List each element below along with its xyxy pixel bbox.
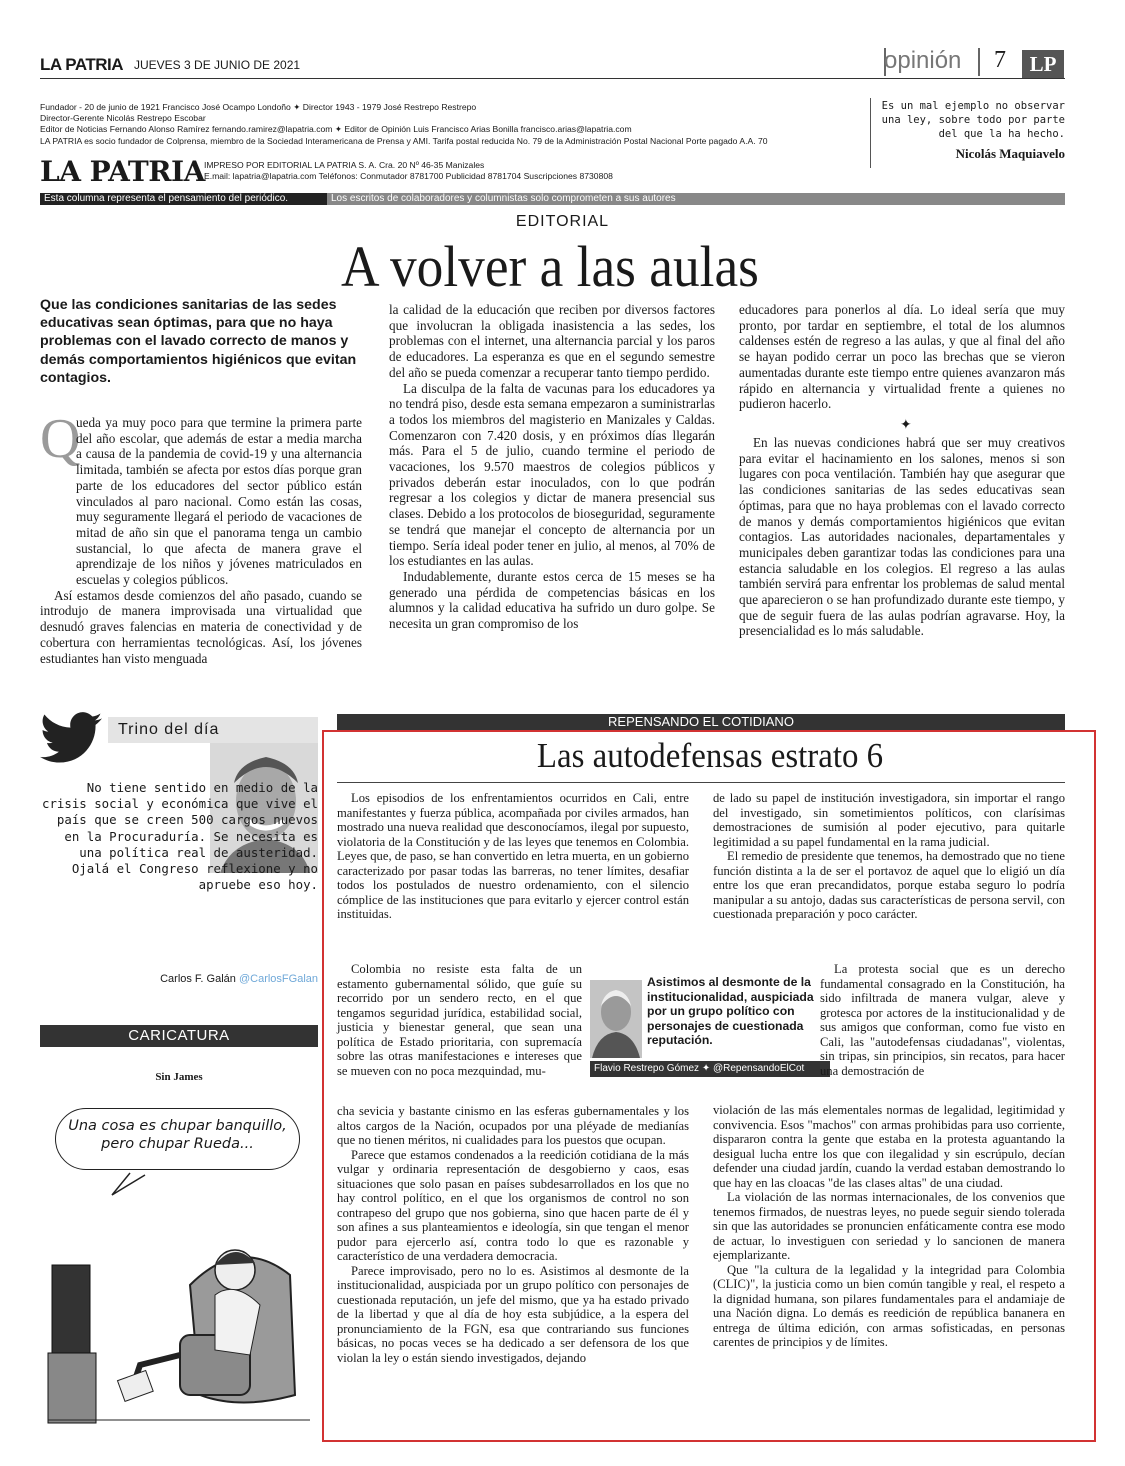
lp-logo: LP (1022, 50, 1064, 78)
title-rule (337, 782, 1065, 783)
paragraph: La protesta social que es un derecho fundamental consagrado en la Constitución, ha sido infiltrada de manera vulgar, aleve y grotesca por actores de la institucionalidad y de sus amigos que conforman, como fue visto en Cali, las "autodefensas ciudadanas", violentas, sin tripas, sin principios, sin recatos, para hacer una demostración de (820, 962, 1065, 1078)
header-date: JUEVES 3 DE JUNIO DE 2021 (134, 58, 301, 72)
quote-author: Nicolás Maquiavelo (955, 146, 1065, 161)
paragraph: La violación de las normas internacionales, de los convenios que tenemos firmados, de nuestras leyes, no puede seguir siendo tolerada sin que las autoridades se pronuncien enfáticamente contra ese modo de actuar, lo investiguen con seriedad y lo sancionen de manera ejemplarizante. (713, 1190, 1065, 1262)
strip-right-text: Los escritos de colaboradores y columnistas solo comprometen a sus autores (331, 193, 676, 204)
credits-line: Fundador - 20 de junio de 1921 Francisco José Ocampo Londoño ✦ Director 1943 - 1979 José Restrepo Restrepo (40, 102, 477, 112)
masthead-logo: LA PATRIA (40, 155, 205, 188)
strip-left-text: Esta columna representa el pensamiento del periódico. (44, 193, 289, 204)
pull-quote: Asistimos al desmonte de la institucionalidad, auspiciada por un grupo político con personajes de cuestionada reputación. (647, 975, 814, 1048)
paragraph: Indudablemente, durante estos cerca de 15 meses se ha generado una pérdida de competencias básicas en los alumnos y la calidad educativa ha sufrido un duro golpe. Se necesita un gran compromiso de los (389, 568, 715, 632)
page-number: 7 (994, 47, 1006, 73)
author-photo-icon (590, 980, 642, 1058)
paragraph: En las nuevas condiciones habrá que ser muy creativos para evitar el hacinamiento en los salones, menos si son lugares con poca ventilación. También hay que asegurar que las condiciones sanitarias de las sedes educativas sean óptimas, para que no haya problemas con el lavado correcto de manos y demás comportamientos higiénicos que evitan contagios. Las autoridades nacionales, departamentales y municipales deben garantizar todas las condiciones para una estancia saludable en los colegios. El regreso a las aulas también servirá para enfrentar los problemas de salud mental que aparecieron o se han profundizado durante este tiempo, y que de seguir fuera de las aulas podrían agravarse. Hoy, la presencialidad es lo más saludable. (739, 435, 1065, 639)
paragraph: cha sevicia y bastante cinismo en las esferas gubernamentales y los altos cargos de la Nación, ocupados por una pléyade de medianías que no tienen méritos, ni cualidades para los puestos que ocupan. (337, 1104, 689, 1147)
editorial-column-2 (389, 302, 715, 632)
paragraph: educadores para ponerlos al día. Lo ideal sería que muy pronto, por tardar en septiembre, el total de los alumnos caldenses estén de regreso a las aulas, y que al final del año se hayan podido cerrar un poco las brechas que se vieron aumentadas durante este tiempo entre quienes avanzaron más rápido en alternancia y virtualidad frente a quienes no pudieron hacerlo. (739, 302, 1065, 412)
author-caption: Flavio Restrepo Gómez ✦ @RepensandoElCot (590, 1061, 830, 1077)
opinion-title: Las autodefensas estrato 6 (536, 736, 884, 775)
trino-author-name: Carlos F. Galán (160, 973, 236, 985)
section-label: opinión (884, 47, 962, 74)
opinion-column-2c (713, 1103, 1065, 1350)
credits-line: LA PATRIA es socio fundador de Colprensa, miembro de la Sociedad Interamericana de Prensa y AMI. Tarifa postal reducida No. 79 de la Administración Postal Nacional Porte pagado A.A. 70 (40, 135, 768, 146)
quote-text: Es un mal ejemplo no observar una ley, sobre todo por parte del que la ha hecho. (881, 100, 1065, 140)
printed-line: IMPRESO POR EDITORIAL LA PATRIA S. A. Cra. 20 Nº 46-35 Manizales (204, 160, 485, 170)
opinion-column-2 (713, 791, 1065, 922)
drop-cap: Q (40, 408, 81, 470)
paragraph: ueda ya muy poco para que termine la primera parte del año escolar, que además de estar a media marcha a causa de la pandemia de covid-19 y una alternancia limitada, también se afecta por estos días porque gran parte de los educadores del sector público están vinculados al paro nacional. Como están las cosas, muy seguramente llegará el periodo de vacaciones de mitad de año sin que el panorama tenga un cambio sustancial, lo que afecta de manera grave el aprendizaje de los niños y jóvenes matriculados en escuelas y colegios públicos. (76, 415, 362, 588)
opinion-column-1b (337, 962, 582, 1078)
paragraph: La disculpa de la falta de vacunas para los educadores ya no tendrá piso, desde esta semana empezaron a suministrarlas a todos los miembros del magisterio en Manizales y Caldas. Comenzaron con 7.420 dosis, y en próximos días llegarán más. Para el 5 de julio, cuando termine el periodo de vacaciones, los 9.570 maestros de colegios públicos y privados deberán estar inoculados, con lo que podrán regresar a los colegios y dictar de manera presencial sus clases. Debido a los protocolos de bioseguridad, seguramente se tendrá que manejar el concepto de alternancia por un tiempo. Sería ideal poder tener en julio, al menos, al 70% de los estudiantes en las aulas. (389, 380, 715, 569)
caricatura-author: Sin James (155, 1071, 203, 1083)
opinion-kicker: REPENSANDO EL COTIDIANO (337, 714, 1065, 730)
opinion-column-2b (820, 962, 1065, 1078)
credits-line: Editor de Noticias Fernando Alonso Ramírez fernando.ramirez@lapatria.com ✦ Editor de Opinión Luis Francisco Arias Bonilla francisco.arias@lapatria.com (40, 124, 632, 135)
opinion-column-1 (337, 791, 689, 922)
editorial-lead: Que las condiciones sanitarias de las sedes educativas sean óptimas, para que no haya problemas con el lavado correcto de manos y demás comportamientos higiénicos que evitan contagios. (40, 297, 357, 386)
credits-line: Director-Gerente Nicolás Restrepo Escobar (40, 113, 206, 124)
paragraph: la calidad de la educación que reciben por diversos factores que involucran la obligada inasistencia a las sedes, los problemas con el internet, una alternancia parcial y los paros de educadores. La esperanza es que en el segundo semestre del año se pueda comenzar a recuperar tanto tiempo perdido. (389, 302, 715, 380)
trino-label: Trino del día (108, 717, 318, 743)
header-brand: LA PATRIA (40, 55, 124, 74)
editorial-kicker: EDITORIAL (515, 213, 610, 230)
paragraph: Así estamos desde comienzos del año pasado, cuando se introdujo de manera improvisada una virtualidad que desnudó graves falencias en materia de conectividad y de cobertura con herramientas tecnológicas. Así, los jóvenes estudiantes han visto menguada (40, 587, 362, 666)
printed-by (204, 160, 764, 182)
printed-line: E.mail: lapatria@lapatria.com Teléfonos: Conmutador 8781700 Publicidad 8781704 Suscripciones 8730808 (204, 171, 613, 181)
paragraph: El remedio de presidente que tenemos, ha demostrado que no tiene función distinta a la de ser el portavoz de aquel que lo eligió un día entre los que eran precandidatos, porque estaba seguro lo podría manipular a su antojo, dadas sus características de persona servil, con cuestionada preparación y poco carácter. (713, 849, 1065, 921)
paragraph: Parece improvisado, pero no lo es. Asistimos al desmonte de la institucionalidad, auspiciada por un grupo político con personajes de cuestionada reputación, un jefe del mismo, que ya ha estado privado de la libertad y que al día de hoy esta subjúdice, a la espera del pronunciamiento de la FGN, esa que contrariando sus funciones básicas, no pocas veces se ha dedicado a ser defensora de los que violan la ley o están siendo investigados, dejando (337, 1263, 689, 1365)
paragraph: de lado su papel de institución investigadora, sin importar el rango del investigado, sin sometimientos políticos, con clarísimas demostraciones de sumisión al poder ejecutivo, para quitarle legitimidad a su papel fundamental en la rama judicial. (713, 791, 1065, 849)
trino-handle[interactable]: @CarlosFGalan (238, 973, 318, 985)
caricatura-label: CARICATURA (40, 1025, 318, 1047)
paragraph: violación de las más elementales normas de legalidad, legitimidad y convivencia. Esos "machos" con armas prohibidas para uso corriente, dispararon contra la gente que estaba en la protesta aguantando la desigual lucha entre los que con ilegalidad y sin escrúpulo, decían defender una ciudad jardín, cuando la verdad estaban demostrando lo que hay en las cloacas "de las clases altas" de una ciudad. (713, 1103, 1065, 1190)
paragraph: Que "la cultura de la legalidad y la integridad para Colombia (CLIC)", la justicia como un bien común tangible y real, el respeto a la dignidad humana, son pilares fundamentales para el andamiaje de una Nación digna. Lo demás es reedición de república bananera en entrega de última edición, con armas sofisticadas, en personas carentes de principios y de límites. (713, 1262, 1065, 1349)
editorial-column-3 (739, 302, 1065, 412)
trino-author (40, 973, 318, 985)
editorial-column-1 (40, 415, 362, 666)
credits-block (40, 102, 840, 147)
opinion-column-1c (337, 1104, 689, 1365)
paragraph: Colombia no resiste esta falta de un estamento gubernamental sólido, que guíe su recorrido por un sendero recto, en el que tengamos seguridad jurídica, estabilidad social, justicia y bienestar general, que sean una política de Estado prioritaria, con supremacía sobre las otras manifestaciones e intereses que se mueven con no poca mezquindad, mu- (337, 962, 582, 1078)
section-divider (978, 48, 980, 76)
editorial-column-3b (739, 435, 1065, 639)
editorial-title: A volver a las aulas (341, 234, 759, 299)
header-rule (40, 78, 1065, 79)
author-photo (590, 980, 642, 1058)
speech-text: Una cosa es chupar banquillo, pero chupar Rueda... (68, 1118, 287, 1152)
paragraph: Parece que estamos condenados a la reedición cotidiana de la más vulgar y ordinaria representación de desgobierno y caos, esas situaciones que solo pasan en países subdesarrollados en los que no hay control político, en el que los organismos de control no son contrapeso del grupo que nos gobierna, sino que hacen parte de él y son afines a sus planteamientos e ideología, sin que tengan el menor pudor para ejercerlo así, contra todo lo que es razonable y característico de una verdadera democracia. (337, 1147, 689, 1263)
diamond-icon: ✦ (900, 418, 912, 433)
twitter-bird-icon (40, 712, 102, 764)
paragraph: Los episodios de los enfrentamientos ocurridos en Cali, entre manifestantes y fuerza pública, acompañada por civiles armados, han mostrado una nueva realidad que desconocíamos, ilegal por supuesto, violatoria de la Constitución y de las leyes que tenemos en Colombia. Leyes que, de paso, se han convertido en letra muerta, en un gobierno caracterizado por pasar todas las barreras, no tener límites, desafiar todos los postulados de nuestro ordenamiento, con el silencio cómplice de las instituciones que para evitarlo y ejercer control están instituidas. (337, 791, 689, 921)
trino-text: No tiene sentido en medio de la crisis social y económica que vive el país que se creen 500 cargos nuevos en la Procuraduría. Se necesita es una política real de austeridad. Ojalá el Congreso reflexione y no apruebe eso hoy. (41, 780, 318, 893)
quote-rule (870, 98, 871, 168)
